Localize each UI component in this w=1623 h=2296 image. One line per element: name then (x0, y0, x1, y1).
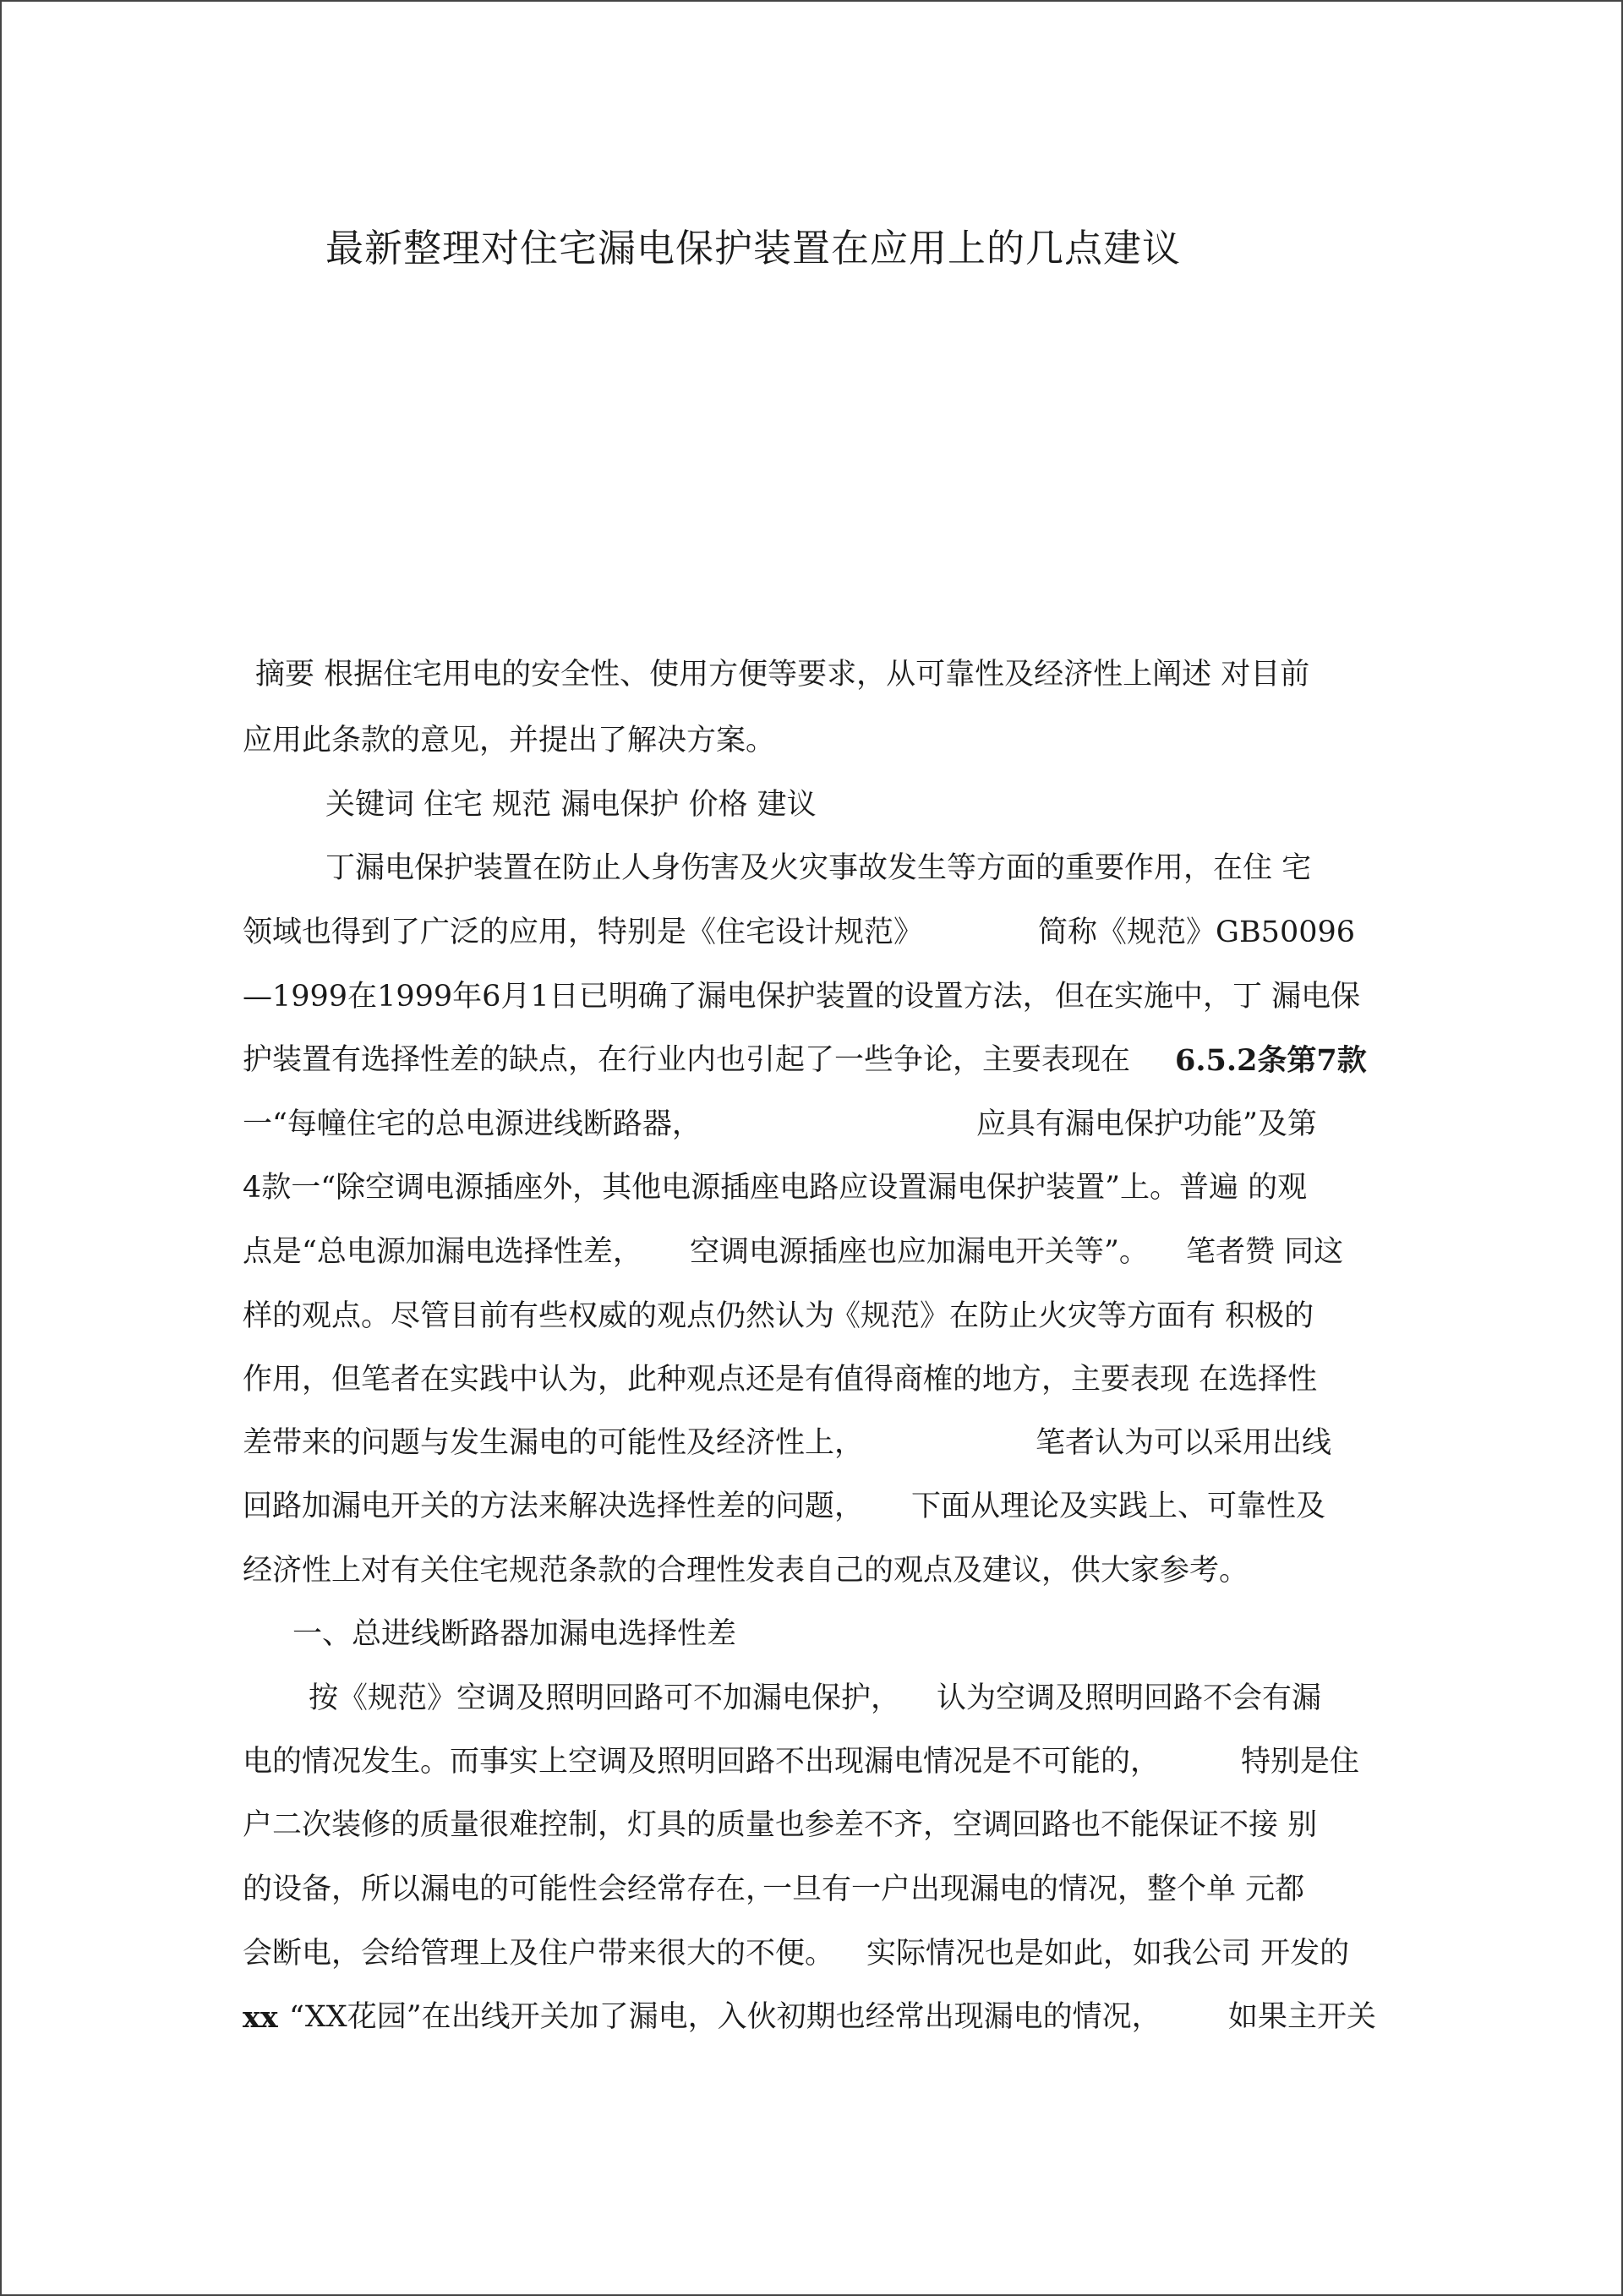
text-line: 差带来的问题与发生漏电的可能性及经济性上， (243, 1426, 865, 1460)
text-line: 经济性上对有关住宅规范条款的合理性发表自己的观点及建议，供大家参考。 (243, 1554, 1249, 1588)
text-line: 但在实施中，丁 漏电保 (1055, 980, 1361, 1014)
text-line: 如果主开关 (1228, 2000, 1377, 2034)
text-line: “XX花园”在出线开关加了漏电，入伙初期也经常出现漏电的情况， (289, 2000, 1161, 2034)
text-line: 会断电，会给管理上及住户带来很大的不便。 (243, 1937, 835, 1971)
section-heading: 一、总进线断路器加漏电选择性差 (292, 1617, 737, 1651)
text-line: 一旦有一户出现漏电的情况，整个单 元都 (762, 1872, 1305, 1906)
text-line: 样的观点。尽管目前有些权威的观点仍然认为 (243, 1299, 835, 1333)
text-line: 回路加漏电开关的方法来解决选择性差的问题， (243, 1490, 865, 1523)
text-line: 空调电源插座也应加漏电开关等”。 (690, 1235, 1149, 1269)
text-line: 户二次装修的质量很难控制，灯具的质量也参差不齐，空调回路也不能保证不接 别 (243, 1808, 1318, 1842)
text-line: 一“每幢住宅的总电源进线断路器， (243, 1107, 702, 1141)
text-line: 应具有漏电保护功能”及第 (976, 1107, 1317, 1141)
text-line: 电的情况发生。而事实上空调及照明回路不出现漏电情况是不可能的， (243, 1745, 1161, 1779)
text-line: 特别是住 (1241, 1745, 1360, 1779)
text-line: 简称《规范》GB50096 (1038, 916, 1356, 949)
text-line: 笔者赞 同这 (1186, 1235, 1344, 1269)
text-line: 实际情况也是如此，如我公司 开发的 (866, 1937, 1350, 1971)
text-line: 点是“总电源加漏电选择性差， (243, 1235, 642, 1269)
text-line: 笔者认为可以采用出线 (1036, 1426, 1332, 1460)
text-line: 丁漏电保护装置在防止人身伤害及火灾事故发生等方面的重要作用，在住 宅 (325, 851, 1312, 885)
text-line: 6.5.2条第7款 (1175, 1043, 1367, 1078)
text-line: 认为空调及照明回路不会有漏 (937, 1681, 1322, 1715)
text-line: 应用此条款的意见，并提出了解决方案。 (243, 724, 776, 757)
text-line: 4款一“除空调电源插座外，其他电源插座电路应设置漏电保护装置”上。普遍 的观 (243, 1171, 1308, 1205)
text-line: 《规范》在防止火灾等方面有 积极的 (831, 1299, 1314, 1333)
text-line: 作用，但笔者在实践中认为，此种观点还是有值得商榷的地方，主要表现 在选择性 (243, 1363, 1318, 1397)
text-line: 领域也得到了广泛的应用，特别是《住宅设计规范》 (243, 916, 924, 949)
text-line: 关键词 住宅 规范 漏电保护 价格 建议 (325, 788, 817, 822)
text-line: 按《规范》空调及照明回路可不加漏电保护， (309, 1681, 901, 1715)
text-line: 护装置有选择性差的缺点，在行业内也引起了一些争论，主要表现在 (243, 1043, 1131, 1077)
text-line: 摘要 根据住宅用电的安全性、使用方便等要求，从可靠性及经济性上阐述 对目前 (255, 658, 1310, 692)
text-line: —1999在1999年6月1日已明确了漏电保护装置的设置方法， (243, 980, 1052, 1014)
text-line: 的设备，所以漏电的可能性会经常存在， (243, 1872, 776, 1906)
text-line: xx (243, 2000, 278, 2035)
text-line: 下面从理论及实践上、可靠性及 (911, 1490, 1326, 1523)
document-title: 最新整理对住宅漏电保护装置在应用上的几点建议 (325, 226, 1182, 271)
